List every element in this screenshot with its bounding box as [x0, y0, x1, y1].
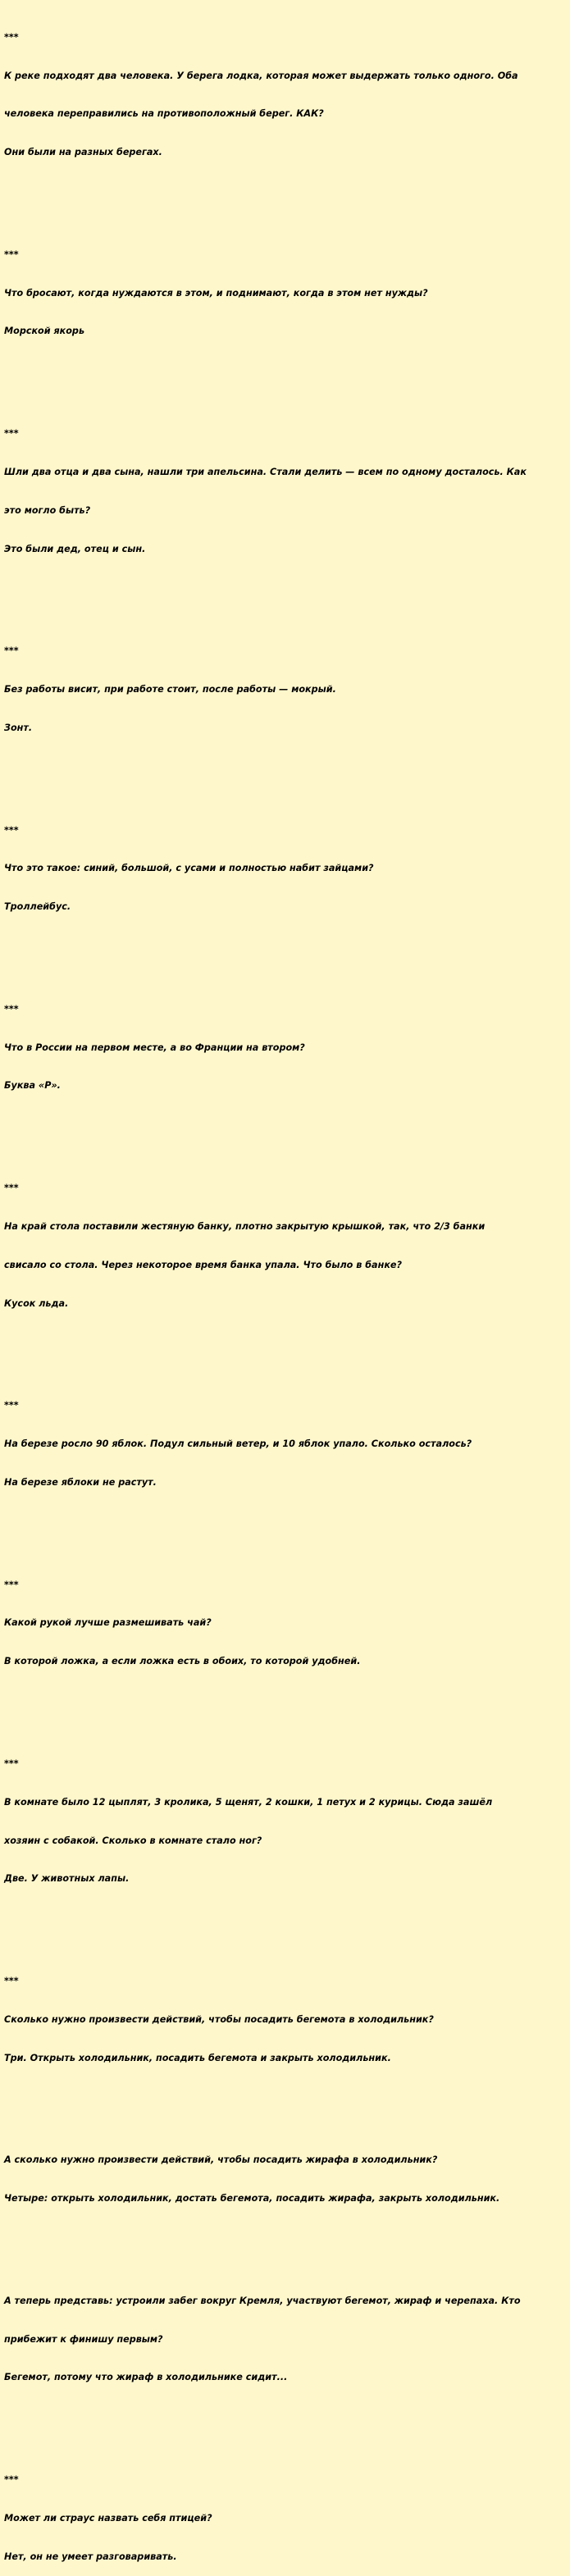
riddle-question: Какой рукой лучше размешивать чай? — [4, 1617, 212, 1629]
riddle-answer: Зонт. — [4, 722, 33, 733]
separator: *** — [4, 1758, 19, 1769]
riddle-question: В комнате было 12 цыплят, 3 кролика, 5 щенят, 2 кошки, 1 петух и 2 курицы. Сюда зашёл — [4, 1796, 493, 1808]
riddle-answer: Морской якорь — [4, 326, 85, 337]
riddle-answer: Троллейбус. — [4, 901, 71, 913]
separator: *** — [4, 824, 19, 836]
riddle-question: Что бросают, когда нуждаются в этом, и поднимают, когда в этом нет нужды? — [4, 287, 428, 299]
riddle-answer: Бегемот, потому что жираф в холодильнике сидит... — [4, 2372, 288, 2383]
separator: *** — [4, 1579, 19, 1590]
riddle-answer: Буква «Р». — [4, 1080, 61, 1092]
riddle-answer: Нет, он не умеет разговаривать. — [4, 2551, 177, 2562]
separator: *** — [4, 645, 19, 657]
riddle-question: На березе росло 90 яблок. Подул сильный ветер, и 10 яблок упало. Сколько осталось? — [4, 1438, 472, 1450]
riddle-answer: Две. У животных лапы. — [4, 1873, 130, 1885]
riddle-question: это могло быть? — [4, 504, 91, 516]
riddle-answer: На березе яблоки не растут. — [4, 1476, 157, 1488]
riddle-question: На край стола поставили жестяную банку, плотно закрытую крышкой, так, что 2/3 банки — [4, 1221, 486, 1232]
riddle-question: хозяин с собакой. Сколько в комнате стало ног? — [4, 1835, 262, 1846]
separator: *** — [4, 1976, 19, 1987]
riddle-answer: Это были дед, отец и сын. — [4, 543, 146, 554]
riddle-question: Что это такое: синий, большой, с усами и полностью набит зайцами? — [4, 863, 374, 874]
riddle-answer: Они были на разных берегах. — [4, 147, 162, 158]
riddle-question: К реке подходят два человека. У берега лодка, которая может выдержать только одного. Оба — [4, 70, 518, 81]
separator: *** — [4, 1183, 19, 1194]
separator: *** — [4, 1400, 19, 1411]
riddle-answer: В которой ложка, а если ложка есть в обоих, то которой удобней. — [4, 1656, 361, 1667]
riddle-question: А теперь представь: устроили забег вокруг Кремля, участвуют бегемот, жираф и черепаха. Кто — [4, 2295, 521, 2306]
riddle-question: Что в России на первом месте, а во Франции на втором? — [4, 1042, 305, 1053]
riddles-text — [4, 0, 570, 2576]
separator: *** — [4, 2474, 19, 2486]
separator: *** — [4, 428, 19, 440]
riddle-question: человека переправились на противоположный берег. КАК? — [4, 108, 324, 120]
riddle-answer: Три. Открыть холодильник, посадить бегемота и закрыть холодильник. — [4, 2052, 391, 2063]
riddle-answer: Кусок льда. — [4, 1297, 69, 1309]
riddle-question: Без работы висит, при работе стоит, после работы — мокрый. — [4, 684, 336, 695]
riddle-question: свисало со стола. Через некоторое время банка упала. Что было в банке? — [4, 1259, 403, 1270]
riddle-question: Может ли страус назвать себя птицей? — [4, 2512, 212, 2524]
riddle-question: прибежит к финишу первым? — [4, 2333, 163, 2345]
riddle-question: Шли два отца и два сына, нашли три апельсина. Стали делить — всем по одному досталось. Как — [4, 466, 527, 477]
riddle-question: А сколько нужно произвести действий, чтобы посадить жирафа в холодильник? — [4, 2154, 438, 2166]
riddle-answer: Четыре: открыть холодильник, достать бегемота, посадить жирафа, закрыть холодильник. — [4, 2193, 500, 2204]
separator: *** — [4, 1003, 19, 1014]
separator: *** — [4, 31, 19, 43]
riddle-question: Сколько нужно произвести действий, чтобы посадить бегемота в холодильник? — [4, 2013, 434, 2025]
separator: *** — [4, 248, 19, 260]
